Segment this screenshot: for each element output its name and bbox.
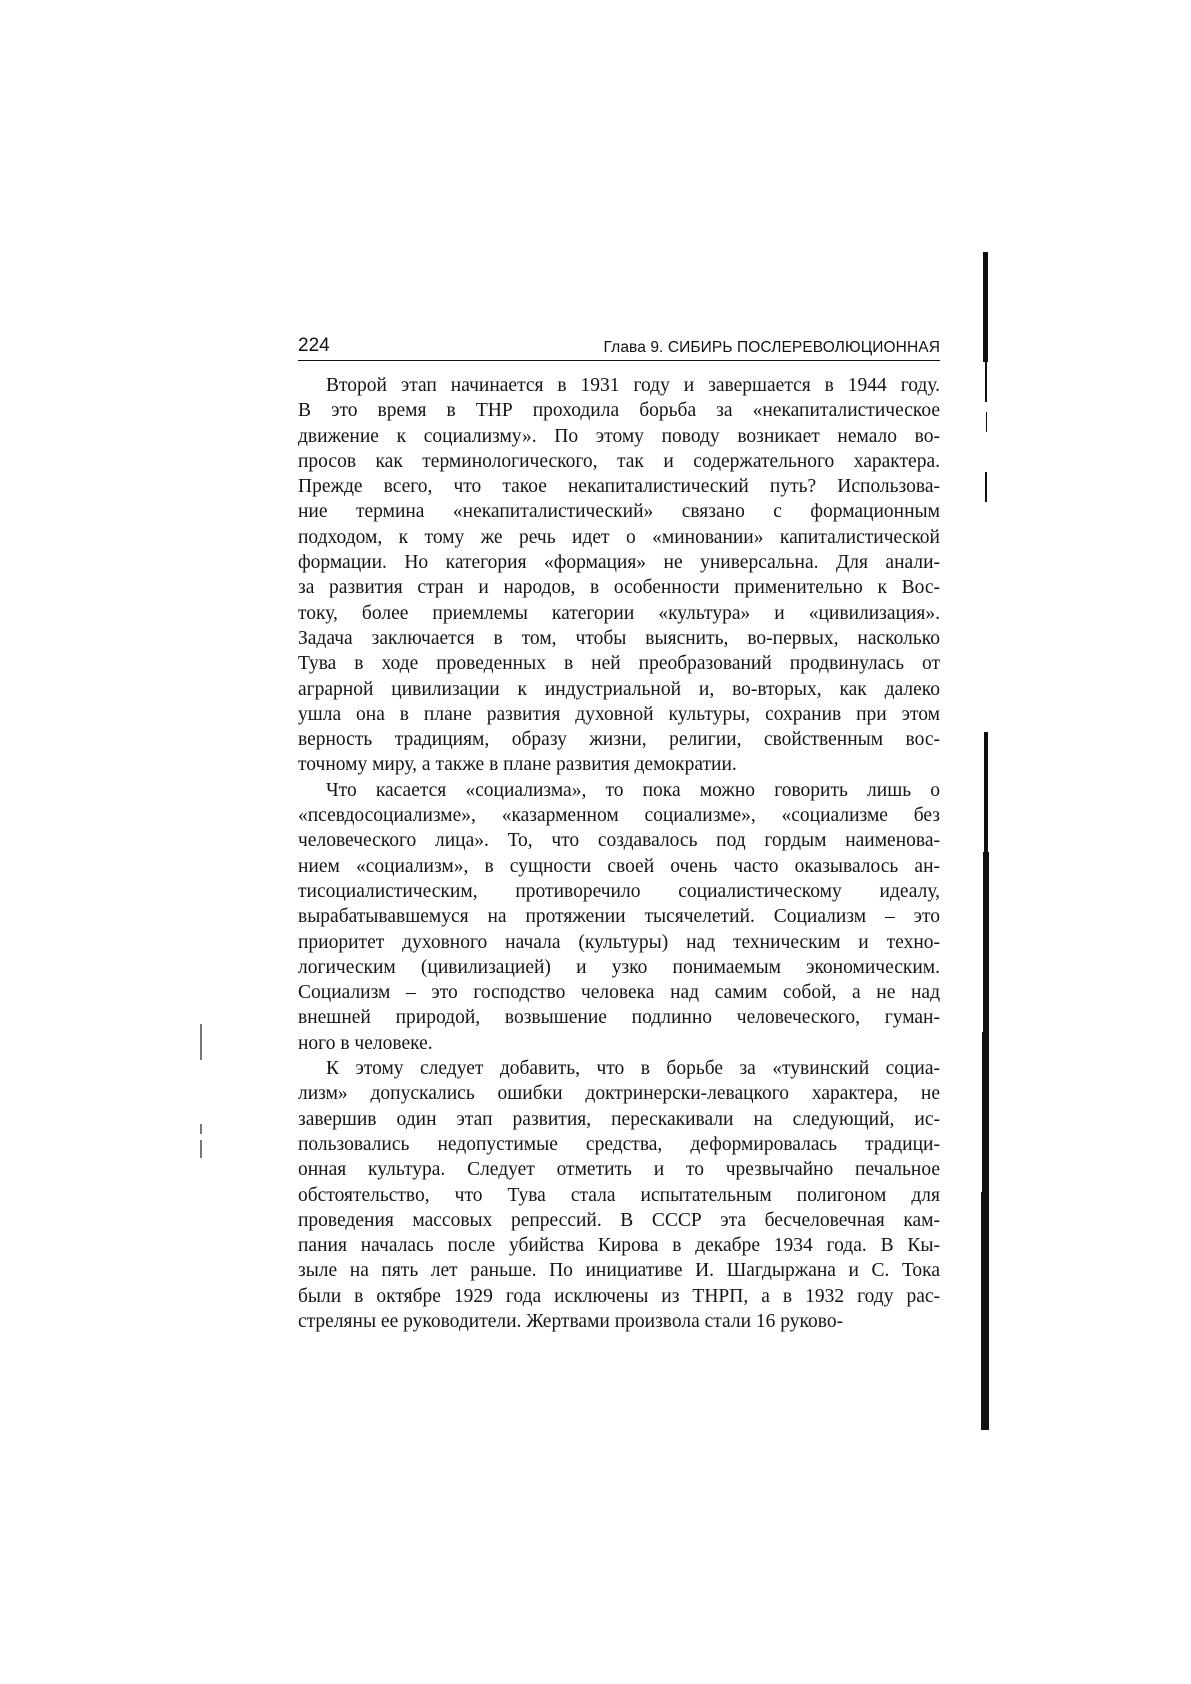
- text-line: Тува в ходе проведенных в ней преобразований продвинулась от: [298, 653, 940, 675]
- scan-edge-shadow: [981, 252, 990, 1432]
- text-line: были в октябре 1929 года исключены из ТНРП, а в 1932 году рас-: [298, 1285, 940, 1307]
- margin-mark: [200, 1140, 202, 1158]
- text-line: Социализм – это господство человека над самим собой, а не над: [298, 982, 940, 1004]
- text-line: движение к социализму». По этому поводу возникает немало во-: [298, 425, 940, 447]
- text-line: В это время в ТНР проходила борьба за «некапиталистическое: [298, 400, 940, 422]
- running-header: [298, 336, 940, 361]
- text-line: аграрной цивилизации к индустриальной и, во-вторых, как далеко: [298, 678, 940, 700]
- text-line: ушла она в плане развития духовной культуры, сохранив при этом: [298, 703, 940, 725]
- edge-shadow-segment: [984, 732, 988, 852]
- text-line: пания началась после убийства Кирова в декабре 1934 года. В Кы-: [298, 1235, 940, 1257]
- text-line: приоритет духовного начала (культуры) над техническим и техно-: [298, 931, 940, 953]
- text-line: лизм» допускались ошибки доктринерски-левацкого характера, не: [298, 1083, 940, 1105]
- text-line: точному миру, а также в плане развития демократии.: [298, 754, 737, 776]
- body-text: [298, 373, 940, 1334]
- text-line: онная культура. Следует отметить и то чрезвычайно печальное: [298, 1159, 940, 1181]
- page-number: 224: [298, 335, 330, 356]
- chapter-title: Глава 9. СИБИРЬ ПОСЛЕРЕВОЛЮЦИОННАЯ: [603, 338, 940, 356]
- margin-mark: [200, 1124, 202, 1134]
- edge-shadow-segment: [983, 252, 988, 362]
- paragraph: [298, 373, 940, 778]
- text-line: Второй этап начинается в 1931 году и завершается в 1944 году.: [326, 375, 940, 396]
- text-line: пользовались недопустимые средства, деформировалась традици-: [298, 1133, 940, 1155]
- text-line: «псевдосоциализме», «казарменном социализме», «социализме без: [298, 805, 940, 827]
- text-line: Прежде всего, что такое некапиталистический путь? Использова-: [298, 476, 940, 498]
- text-line: нием «социализм», в сущности своей очень часто оказывалось ан-: [298, 855, 940, 877]
- text-line: обстоятельство, что Тува стала испытательным полигоном для: [298, 1184, 940, 1206]
- text-line: току, более приемлемы категории «культура» и «цивилизация».: [298, 602, 940, 624]
- text-line: ние термина «некапиталистический» связано с формационным: [298, 501, 940, 523]
- edge-shadow-segment: [986, 412, 987, 432]
- text-line: Задача заключается в том, чтобы выяснить, во-первых, насколько: [298, 627, 940, 649]
- text-line: просов как терминологического, так и содержательного характера.: [298, 450, 940, 472]
- text-line: человеческого лица». То, что создавалось под гордым наименова-: [298, 830, 940, 852]
- margin-mark: [200, 1024, 202, 1060]
- text-line: ного в человеке.: [298, 1032, 433, 1054]
- edge-shadow-segment: [982, 1032, 989, 1192]
- scan-margin-marks: [200, 1024, 204, 1174]
- text-line: верность традициям, образу жизни, религии, свойственным вос-: [298, 729, 940, 751]
- edge-shadow-segment: [981, 1192, 989, 1430]
- text-line: завершив один этап развития, перескакивали на следующий, ис-: [298, 1108, 940, 1130]
- text-line: стреляны ее руководители. Жертвами произвола стали 16 руково-: [298, 1310, 844, 1332]
- text-line: подходом, к тому же речь идет о «миновании» капиталистической: [298, 526, 940, 548]
- edge-shadow-segment: [985, 472, 987, 502]
- text-line: К этому следует добавить, что в борьбе за «тувинский социа-: [326, 1058, 940, 1080]
- text-line: Что касается «социализма», то пока можно говорить лишь о: [326, 779, 940, 801]
- text-line: проведения массовых репрессий. В СССР эта бесчеловечная кам-: [298, 1209, 940, 1231]
- text-line: вырабатывавшемуся на протяжении тысячелетий. Социализм – это: [298, 906, 940, 928]
- paragraph: [298, 1056, 940, 1334]
- text-line: формации. Но категория «формация» не универсальна. Для анали-: [298, 552, 940, 574]
- text-line: зыле на пять лет раньше. По инициативе И. Шагдыржана и С. Тока: [298, 1260, 940, 1282]
- text-line: внешней природой, возвышение подлинно человеческого, гуман-: [298, 1007, 940, 1029]
- edge-shadow-segment: [983, 852, 989, 1032]
- text-line: за развития стран и народов, в особенности применительно к Вос-: [298, 577, 940, 599]
- text-line: логическим (цивилизацией) и узко понимаемым экономическим.: [298, 956, 940, 978]
- edge-shadow-segment: [985, 362, 987, 402]
- page-content: [298, 336, 940, 1334]
- text-line: тисоциалистическим, противоречило социалистическому идеалу,: [298, 880, 940, 902]
- paragraph: [298, 778, 940, 1056]
